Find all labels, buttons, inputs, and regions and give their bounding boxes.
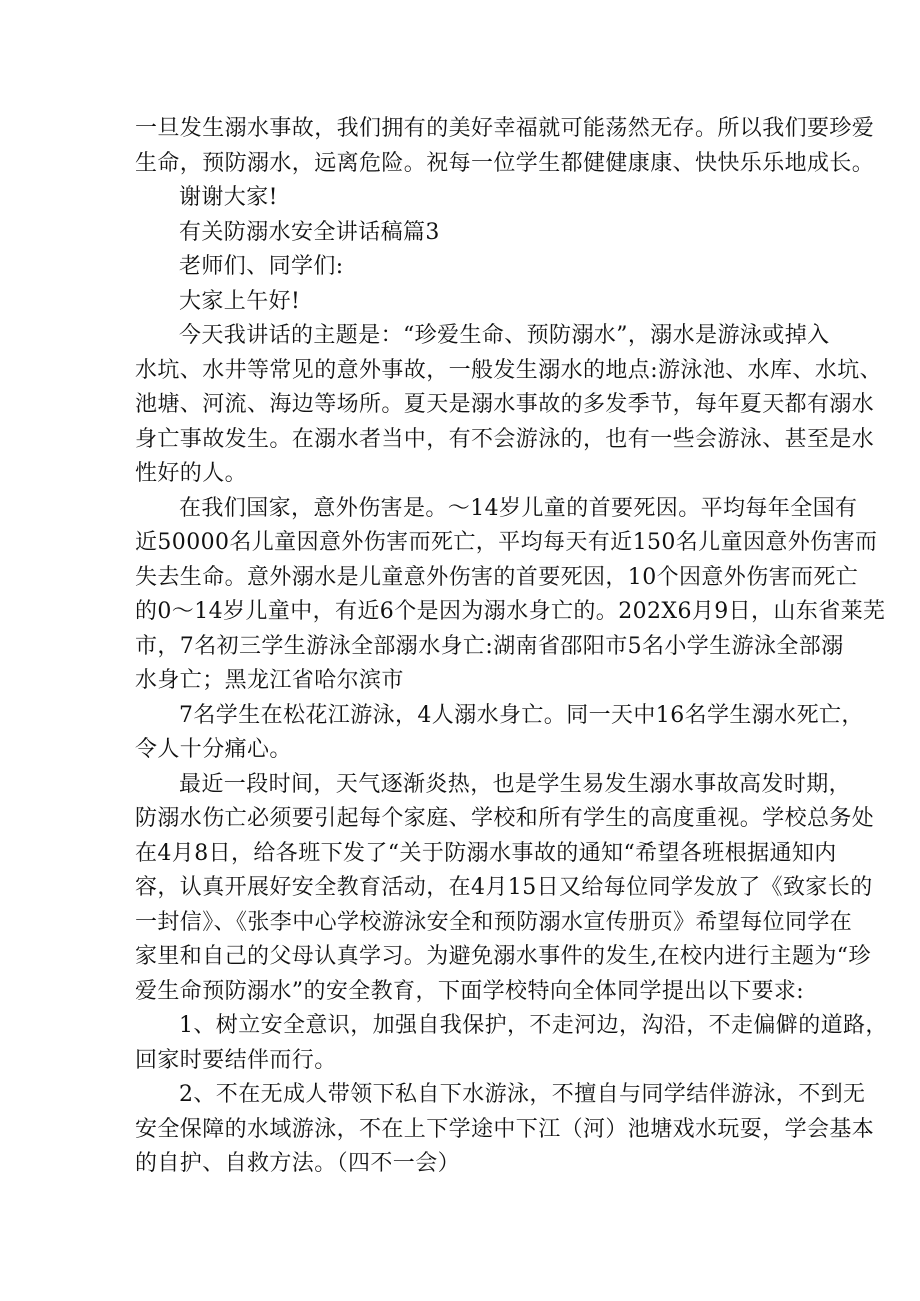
text-line: 一旦发生溺水事故，我们拥有的美好幸福就可能荡然无存。所以我们要珍爱 [135, 116, 875, 141]
text-line: 在我们国家，意外伤害是。〜14岁儿童的首要死因。平均每年全国有 [179, 495, 858, 521]
paragraph [135, 181, 785, 216]
paragraph [135, 216, 785, 251]
text-line: 家里和自己的父母认真学习。为避免溺水事件的发生,在校内进行主题为“珍 [135, 944, 871, 969]
text-line: 有关防溺水安全讲话稿篇3 [179, 219, 440, 245]
text-line: 水坑、水井等常见的意外事故，一般发生溺水的地点:游泳池、水库、水坑、 [135, 357, 883, 383]
text-line: 身亡事故发生。在溺水者当中，有不会游泳的，也有一些会游泳、甚至是水 [135, 426, 875, 452]
text-line: 防溺水伤亡必须要引起每个家庭、学校和所有学生的高度重视。学校总务处 [135, 806, 875, 831]
paragraph [135, 1078, 875, 1182]
text-line: 老师们、同学们: [179, 254, 344, 279]
text-line: 7名学生在松花江游泳，4人溺水身亡。同一天中16名学生溺水死亡， [179, 702, 864, 728]
text-line: 水身亡；黑龙江省哈尔滨市 [135, 668, 404, 693]
document-body [135, 112, 888, 1182]
paragraph [135, 1009, 888, 1078]
paragraph [135, 492, 886, 699]
text-line: 今天我讲话的主题是：“珍爱生命、预防溺水”，溺水是游泳或掉入 [179, 323, 830, 348]
paragraph [135, 768, 875, 1010]
text-line: 大家上午好! [179, 288, 301, 314]
text-line: 2、不在无成人带领下私自下水游泳，不擅自与同学结伴游泳，不到无 [179, 1082, 866, 1107]
text-line: 1、树立安全意识，加强自我保护，不走河边，沟沿，不走偏僻的道路， [179, 1013, 888, 1038]
text-line: 谢谢大家! [179, 185, 278, 210]
text-line: 令人十分痛心。 [135, 737, 292, 762]
text-line: 一封信》、《张李中心学校游泳安全和预防溺水宣传册页》希望每位同学在 [135, 909, 853, 935]
text-line: 性好的人。 [135, 461, 248, 486]
paragraph [135, 112, 875, 181]
text-line: 在4月8日，给各班下发了“关于防溺水事故的通知“希望各班根据通知内 [135, 840, 837, 866]
text-line: 近50000名儿童因意外伤害而死亡，平均每天有近150名儿童因意外伤害而 [135, 530, 878, 555]
paragraph [135, 319, 883, 492]
text-line: 回家时要结伴而行。 [135, 1047, 337, 1073]
text-line: 最近一段时间，天气逐渐炎热，也是学生易发生溺水事故高发时期， [179, 771, 852, 797]
text-line: 失去生命。意外溺水是儿童意外伤害的首要死因，10个因意外伤害而死亡 [135, 564, 859, 590]
paragraph [135, 699, 864, 768]
text-line: 池塘、河流、海边等场所。夏天是溺水事故的多发季节，每年夏天都有溺水 [135, 392, 875, 417]
text-line: 安全保障的水域游泳，不在上下学途中下江（河）池塘戏水玩耍，学会基本 [135, 1116, 875, 1142]
text-line: 的自护、自救方法。（四不一会） [135, 1151, 461, 1176]
text-line: 容，认真开展好安全教育活动，在4月15日又给每位同学发放了《致家长的 [135, 875, 873, 900]
text-line: 生命，预防溺水，远离危险。祝每一位学生都健健康康、快快乐乐地成长。 [135, 150, 875, 176]
paragraph [135, 250, 785, 285]
text-line: 的0～14岁儿童中，有近6个是因为溺水身亡的。202X6月9日，山东省莱芜 [135, 599, 886, 624]
paragraph [135, 285, 785, 320]
text-line: 爱生命预防溺水”的安全教育，下面学校特向全体同学提出以下要求: [135, 978, 805, 1004]
text-line: 市，7名初三学生游泳全部溺水身亡:湖南省邵阳市5名小学生游泳全部溺 [135, 633, 844, 659]
